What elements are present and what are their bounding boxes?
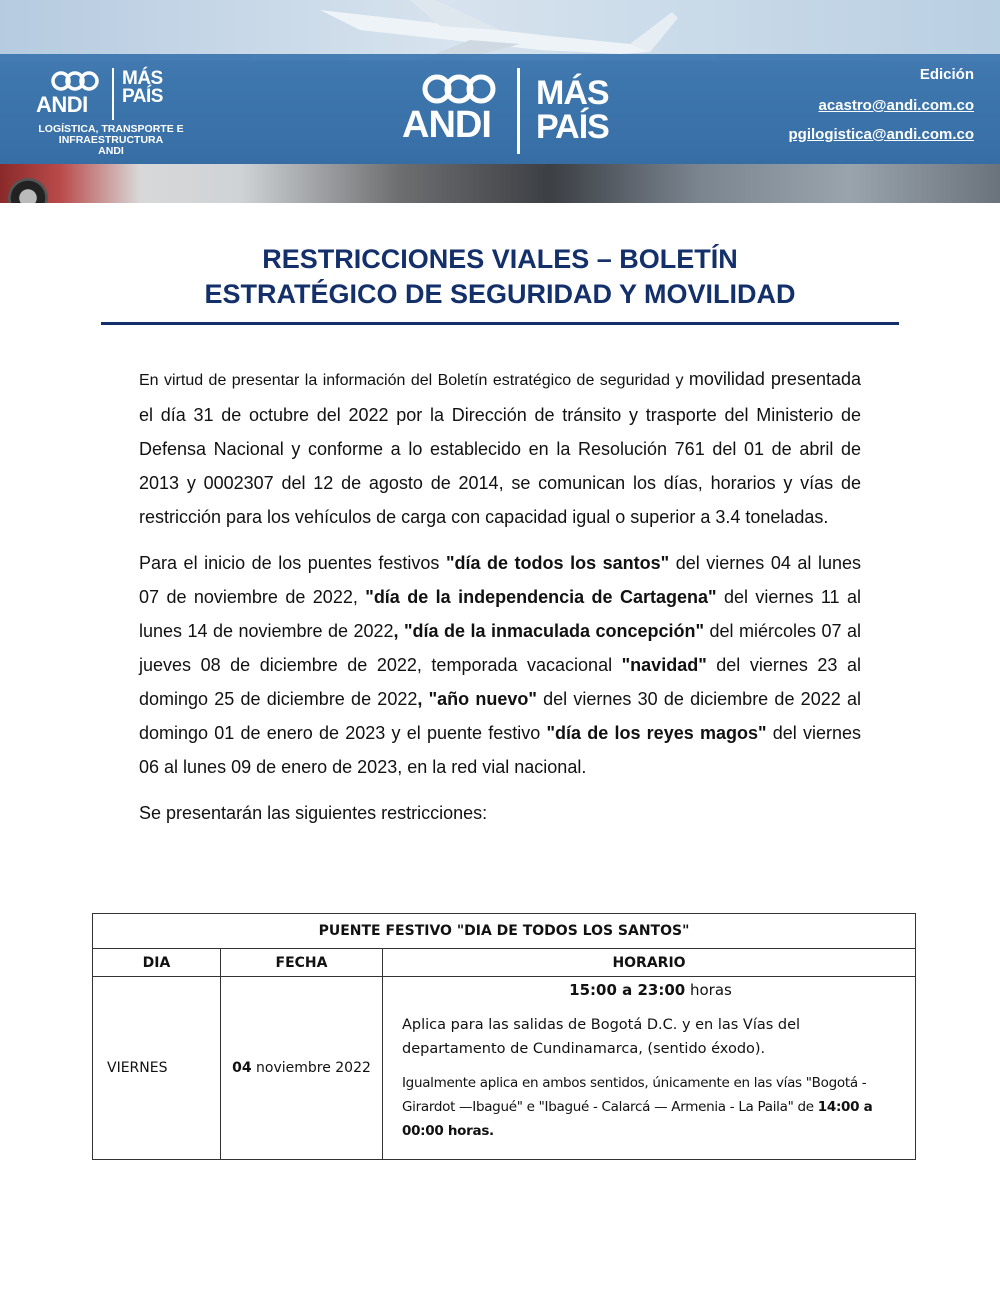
holidays-text-5: del viernes 23 al domingo 25 de diciembre de 2022 bbox=[139, 655, 861, 709]
holiday-reyes-magos: "día de los reyes magos" bbox=[546, 723, 767, 743]
horario-applies-text: Aplica para las salidas de Bogotá D.C. y en las Vías del departamento de Cundinamarca, (sentido éxodo). bbox=[402, 1017, 801, 1057]
restrictions-table bbox=[92, 913, 916, 1160]
logo-pais: PAÍS bbox=[536, 108, 609, 146]
logo-subtitle-line1: LOGÍSTICA, TRANSPORTE E bbox=[38, 123, 184, 135]
logo-separator bbox=[112, 68, 114, 120]
table-header-row bbox=[93, 949, 916, 977]
cell-fecha bbox=[221, 977, 383, 1160]
holidays-text-3: del viernes 11 al lunes 14 de noviembre de 2022 bbox=[139, 587, 861, 641]
holiday-todos-los-santos: "día de todos los santos" bbox=[445, 553, 670, 573]
fecha-month-year: noviembre 2022 bbox=[251, 1060, 371, 1076]
intro-start: En virtud de presentar la información del Boletín estratégico de seguridad y bbox=[139, 372, 689, 389]
cell-dia: VIERNES bbox=[93, 977, 221, 1160]
logo-andi-text: ANDI bbox=[36, 92, 88, 117]
hours-range: 15:00 a 23:00 bbox=[569, 981, 686, 999]
horario-both-directions-text bbox=[402, 1071, 899, 1143]
email-link-pgilogistica[interactable]: pgilogistica@andi.com.co bbox=[788, 126, 974, 143]
paragraph-holidays bbox=[139, 546, 861, 784]
logo-separator bbox=[517, 68, 520, 154]
paragraph-intro bbox=[139, 362, 861, 534]
holidays-text-7: del viernes 06 al lunes 09 de enero de 2023, en la red vial nacional. bbox=[139, 723, 861, 777]
edition-contacts bbox=[789, 66, 975, 155]
logo-andi-text: ANDI bbox=[402, 104, 491, 146]
table-title: PUENTE FESTIVO "DIA DE TODOS LOS SANTOS" bbox=[93, 914, 916, 949]
andi-mas-pais-logo bbox=[402, 66, 632, 158]
holiday-ano-nuevo: , "año nuevo" bbox=[417, 689, 537, 709]
page-title bbox=[100, 242, 900, 312]
cell-horario bbox=[383, 977, 916, 1160]
airplane-icon bbox=[300, 0, 680, 60]
holidays-text-6: del viernes 30 de diciembre de 2022 al domingo 01 de enero de 2023 y el puente festivo bbox=[139, 689, 861, 743]
andi-mark-icon bbox=[420, 72, 498, 106]
column-header-fecha: FECHA bbox=[221, 949, 383, 977]
banner-trucks-scene bbox=[0, 164, 1000, 203]
hours-unit: horas bbox=[685, 981, 732, 999]
logo-subtitle-line3: ANDI bbox=[98, 145, 124, 157]
holidays-text-1: Para el inicio de los puentes festivos bbox=[139, 553, 446, 573]
edition-label: Edición bbox=[919, 66, 974, 83]
holidays-text-4: del miércoles 07 al jueves 08 de diciembre de 2022, temporada vacacional bbox=[139, 621, 862, 675]
title-line1: RESTRICCIONES VIALES – BOLETÍN bbox=[262, 244, 738, 274]
both-directions-hours: 14:00 a 00:00 horas. bbox=[402, 1099, 873, 1139]
title-divider bbox=[101, 322, 899, 325]
holiday-navidad: "navidad" bbox=[621, 655, 707, 675]
andi-mark-icon bbox=[50, 70, 100, 92]
table-title-row bbox=[93, 914, 916, 949]
holidays-text-2: del viernes 04 al lunes 07 de noviembre de 2022, bbox=[139, 553, 861, 607]
fecha-day: 04 bbox=[232, 1060, 252, 1076]
andi-logistica-logo bbox=[30, 66, 190, 162]
logo-mas: MÁS bbox=[536, 74, 609, 112]
both-directions-desc: Igualmente aplica en ambos sentidos, únicamente en las vías "Bogotá - Girardot —Ibagué" e "Ibagué - Calarcá — Armenia - La Paila" de bbox=[402, 1075, 867, 1115]
paragraph-restrictions-intro: Se presentarán las siguientes restricciones: bbox=[139, 803, 488, 823]
horario-hours bbox=[402, 981, 899, 999]
column-header-horario: HORARIO bbox=[383, 949, 916, 977]
logo-mas-pais bbox=[536, 76, 609, 144]
logo-pais: PAÍS bbox=[122, 86, 163, 107]
email-link-acastro[interactable]: acastro@andi.com.co bbox=[818, 97, 974, 114]
table-row bbox=[93, 977, 916, 1160]
title-line2: ESTRATÉGICO DE SEGURIDAD Y MOVILIDAD bbox=[204, 279, 796, 309]
bulletin-body bbox=[139, 362, 861, 842]
logo-mas: MÁS bbox=[122, 68, 163, 89]
holiday-independencia-cartagena: "día de la independencia de Cartagena" bbox=[365, 587, 717, 607]
logo-subtitle-line2: INFRAESTRUCTURA bbox=[58, 134, 164, 146]
intro-rest: movilidad presentada el día 31 de octubre del 2022 por la Dirección de tránsito y trasporte del Ministerio de Defensa Nacional y conforme a lo establecido en la Resolución 761 del 01 de abril de 2013 y 0002307 del 12 de agosto de 2014, se comunican los días, horarios y vías de restricción para los vehículos de carga con capacidad igual o superior a 3.4 toneladas. bbox=[139, 369, 861, 527]
column-header-dia: DIA bbox=[93, 949, 221, 977]
header-banner bbox=[0, 0, 1000, 203]
holiday-inmaculada: , "día de la inmaculada concepción" bbox=[393, 621, 705, 641]
logo-subtitle bbox=[26, 124, 196, 157]
logo-mas-pais bbox=[122, 70, 163, 106]
